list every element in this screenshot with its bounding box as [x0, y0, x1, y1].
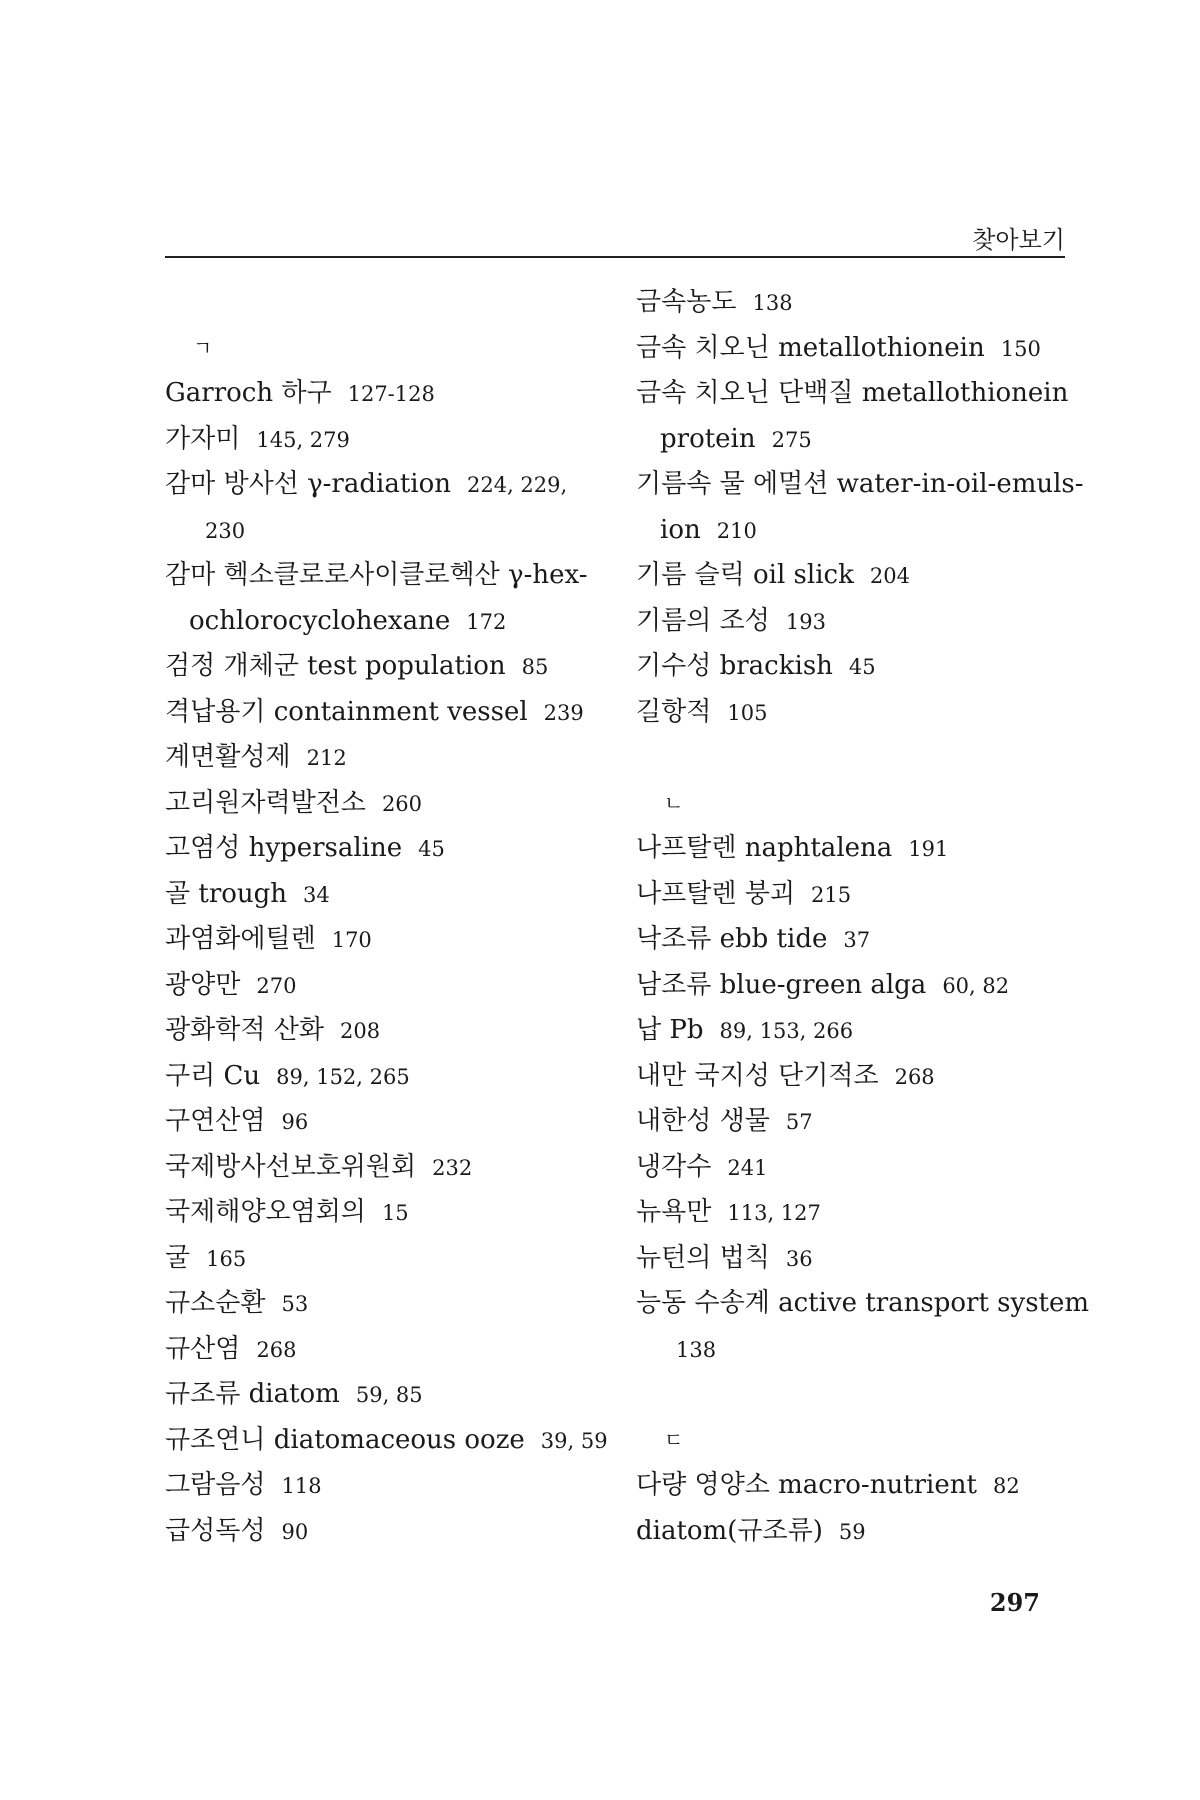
- index-entry: [165, 1463, 605, 1509]
- index-entry: [165, 553, 605, 599]
- index-page-numbers: 150: [1000, 336, 1041, 361]
- index-entry: [165, 735, 605, 781]
- index-term: 금속 치오닌 metallothionein: [636, 332, 985, 363]
- index-column-left: [165, 280, 608, 1554]
- index-section-heading: ㄱ: [193, 335, 213, 360]
- index-term: 기름의 조성: [636, 605, 770, 636]
- index-page-numbers: 270: [256, 973, 297, 998]
- index-term: 과염화에틸렌: [165, 924, 316, 954]
- index-entry: [636, 371, 1076, 417]
- index-term: 뉴턴의 법칙: [636, 1242, 770, 1273]
- index-entry: [165, 1145, 605, 1191]
- index-term: 남조류 blue-green alga: [636, 969, 927, 1000]
- index-entry: [165, 781, 605, 827]
- index-term: 골 trough: [165, 878, 288, 909]
- index-entry: [636, 462, 1084, 508]
- index-page-numbers: 39, 59: [540, 1428, 608, 1453]
- index-term: 규산염: [165, 1333, 241, 1364]
- index-entry: [165, 1190, 605, 1236]
- index-term: protein: [660, 423, 756, 454]
- index-term: 광화학적 산화: [165, 1015, 324, 1045]
- index-entry: [165, 1281, 605, 1327]
- index-page-numbers: 45: [418, 837, 445, 861]
- index-entry: [636, 1008, 1076, 1054]
- index-page-numbers: 36: [785, 1246, 813, 1271]
- index-entry: [636, 917, 1076, 963]
- index-entry: [165, 1327, 605, 1373]
- index-term: Garroch 하구: [165, 378, 332, 408]
- index-term: 나프탈렌 붕괴: [636, 878, 795, 909]
- index-term: 규조류 diatom: [165, 1379, 340, 1409]
- index-entry-continuation: [636, 508, 1076, 554]
- index-page-numbers: 138: [676, 1337, 717, 1362]
- index-term: 고염성 hypersaline: [165, 833, 403, 863]
- index-term: 구연산염: [165, 1106, 266, 1136]
- index-term: 능동 수송계 active transport system: [636, 1288, 1090, 1318]
- index-column-right: [636, 280, 1090, 1554]
- index-term: 내한성 생물: [636, 1106, 770, 1136]
- index-page-numbers: 59, 85: [355, 1383, 423, 1407]
- index-page-numbers: 208: [339, 1019, 381, 1043]
- index-entry: [165, 1236, 605, 1282]
- index-term: 규조연니 diatomaceous ooze: [165, 1424, 525, 1455]
- index-page-numbers: 224, 229,: [467, 473, 568, 497]
- index-entry: [636, 963, 1076, 1009]
- index-page-numbers: 113, 127: [727, 1201, 821, 1225]
- index-term: 검정 개체군 test population: [165, 651, 506, 681]
- index-page-numbers: 145, 279: [256, 427, 350, 452]
- index-entry: [165, 826, 605, 872]
- index-entry: [165, 1099, 605, 1145]
- index-page-numbers: 268: [256, 1337, 297, 1362]
- index-page-numbers: 127-128: [347, 382, 435, 406]
- index-term: 규소순환: [165, 1288, 266, 1318]
- index-page-numbers: 82: [992, 1474, 1020, 1498]
- index-entry: [636, 1190, 1076, 1236]
- index-page-numbers: 90: [281, 1519, 309, 1544]
- index-entry: [636, 644, 1076, 690]
- index-term: 금속 치오닌 단백질 metallothionein: [636, 378, 1069, 408]
- index-entry-continuation: [636, 417, 1076, 463]
- index-entry: [165, 1008, 605, 1054]
- index-term: 감마 방사선 γ-radiation: [165, 469, 451, 499]
- blank-line: [165, 280, 605, 326]
- index-entry: [165, 371, 605, 417]
- index-term: 뉴욕만: [636, 1197, 712, 1227]
- index-entry: [636, 1236, 1076, 1282]
- index-page-numbers: 138: [752, 291, 793, 315]
- index-entry: [636, 690, 1076, 736]
- blank-line: [636, 735, 1076, 781]
- index-term: 가자미: [165, 423, 241, 454]
- index-entry: [165, 1509, 605, 1555]
- index-entry-continuation: [636, 1327, 1076, 1373]
- index-entry: [636, 1463, 1076, 1509]
- index-page-numbers: 89, 152, 265: [276, 1064, 410, 1089]
- index-term: 나프탈렌 naphtalena: [636, 833, 893, 863]
- index-term: 내만 국지성 단기적조: [636, 1060, 879, 1091]
- index-term: 다량 영양소 macro-nutrient: [636, 1470, 977, 1500]
- index-page-numbers: 204: [869, 564, 910, 588]
- index-term: 그람음성: [165, 1470, 266, 1500]
- index-term: 냉각수: [636, 1151, 712, 1182]
- index-page-numbers: 230: [205, 518, 246, 543]
- index-page-numbers: 215: [810, 882, 852, 907]
- index-entry: [165, 417, 605, 463]
- index-entry: [636, 826, 1076, 872]
- index-page-numbers: 170: [331, 928, 372, 952]
- index-page-numbers: 260: [381, 791, 423, 816]
- index-page-numbers: 96: [281, 1110, 309, 1134]
- index-term: 금속농도: [636, 287, 737, 317]
- index-page-numbers: 212: [306, 746, 347, 770]
- index-entry: [636, 1099, 1076, 1145]
- index-entry: [165, 1372, 605, 1418]
- index-entry: [165, 1054, 605, 1100]
- index-entry: [165, 462, 605, 508]
- index-term: 감마 헥소클로로사이클로헥산 γ-hex-: [165, 560, 588, 590]
- index-entry: [636, 1145, 1076, 1191]
- index-term: 계면활성제: [165, 742, 291, 772]
- index-page-numbers: 268: [894, 1064, 935, 1089]
- index-page-numbers: 118: [281, 1474, 322, 1498]
- index-term: 기름 슬릭 oil slick: [636, 560, 854, 590]
- index-page-numbers: 241: [727, 1155, 768, 1180]
- header-rule: [165, 256, 1065, 258]
- index-term: 기수성 brackish: [636, 651, 833, 681]
- index-term: 구리 Cu: [165, 1060, 261, 1091]
- index-page-numbers: 210: [716, 518, 757, 543]
- blank-line: [636, 1372, 1076, 1418]
- index-entry: [636, 1509, 1076, 1555]
- page-number: 297: [989, 1588, 1040, 1617]
- index-term: diatom(규조류): [636, 1515, 823, 1546]
- index-page-numbers: 172: [466, 609, 507, 634]
- index-page-numbers: 193: [785, 609, 826, 634]
- index-term: 낙조류 ebb tide: [636, 924, 828, 954]
- index-term: ochlorocyclohexane: [189, 605, 451, 636]
- index-entry: [636, 1054, 1076, 1100]
- index-page-numbers: 239: [543, 700, 584, 725]
- index-term: 굴: [165, 1242, 191, 1273]
- index-term: 고리원자력발전소: [165, 787, 366, 818]
- index-entry: [165, 690, 605, 736]
- index-entry: [636, 280, 1076, 326]
- index-term: ion: [660, 514, 701, 545]
- running-header: 찾아보기: [972, 226, 1065, 254]
- index-entry: [165, 1418, 608, 1464]
- index-term: 격납용기 containment vessel: [165, 696, 528, 727]
- index-entry: [165, 963, 605, 1009]
- index-term: 기름속 물 에멀션 water-in-oil-emuls-: [636, 469, 1084, 499]
- index-page-numbers: 275: [771, 427, 812, 452]
- index-entry: [636, 1281, 1090, 1327]
- index-section-heading: ㄷ: [664, 1427, 684, 1452]
- index-entry: [636, 326, 1076, 372]
- index-term: 국제해양오염회의: [165, 1197, 366, 1227]
- index-page-numbers: 60, 82: [942, 973, 1010, 998]
- index-entry: [165, 644, 605, 690]
- index-term: 납 Pb: [636, 1015, 704, 1045]
- index-section-heading: ㄴ: [664, 790, 684, 815]
- index-page-numbers: 89, 153, 266: [719, 1019, 854, 1043]
- index-page-numbers: 57: [785, 1110, 813, 1134]
- index-term: 급성독성: [165, 1515, 266, 1546]
- index-page-numbers: 59: [838, 1519, 866, 1544]
- index-page-numbers: 45: [848, 655, 876, 679]
- index-entry: [165, 917, 605, 963]
- index-entry: [636, 599, 1076, 645]
- index-page-numbers: 53: [281, 1292, 309, 1316]
- index-entry: [636, 553, 1076, 599]
- index-term: 광양만: [165, 969, 241, 1000]
- index-page-numbers: 105: [727, 700, 768, 725]
- index-page-numbers: 34: [303, 882, 330, 907]
- index-entry-continuation: [165, 508, 605, 554]
- index-page-numbers: 191: [908, 837, 949, 861]
- index-entry-continuation: [165, 599, 605, 645]
- index-term: 국제방사선보호위원회: [165, 1151, 417, 1182]
- index-page-numbers: 165: [206, 1246, 247, 1271]
- index-page-numbers: 85: [521, 655, 549, 679]
- index-page-numbers: 232: [432, 1155, 473, 1180]
- index-page-numbers: 37: [843, 928, 871, 952]
- index-page-numbers: 15: [381, 1201, 409, 1225]
- index-entry: [165, 872, 605, 918]
- index-entry: [636, 872, 1076, 918]
- index-term: 길항적: [636, 696, 712, 727]
